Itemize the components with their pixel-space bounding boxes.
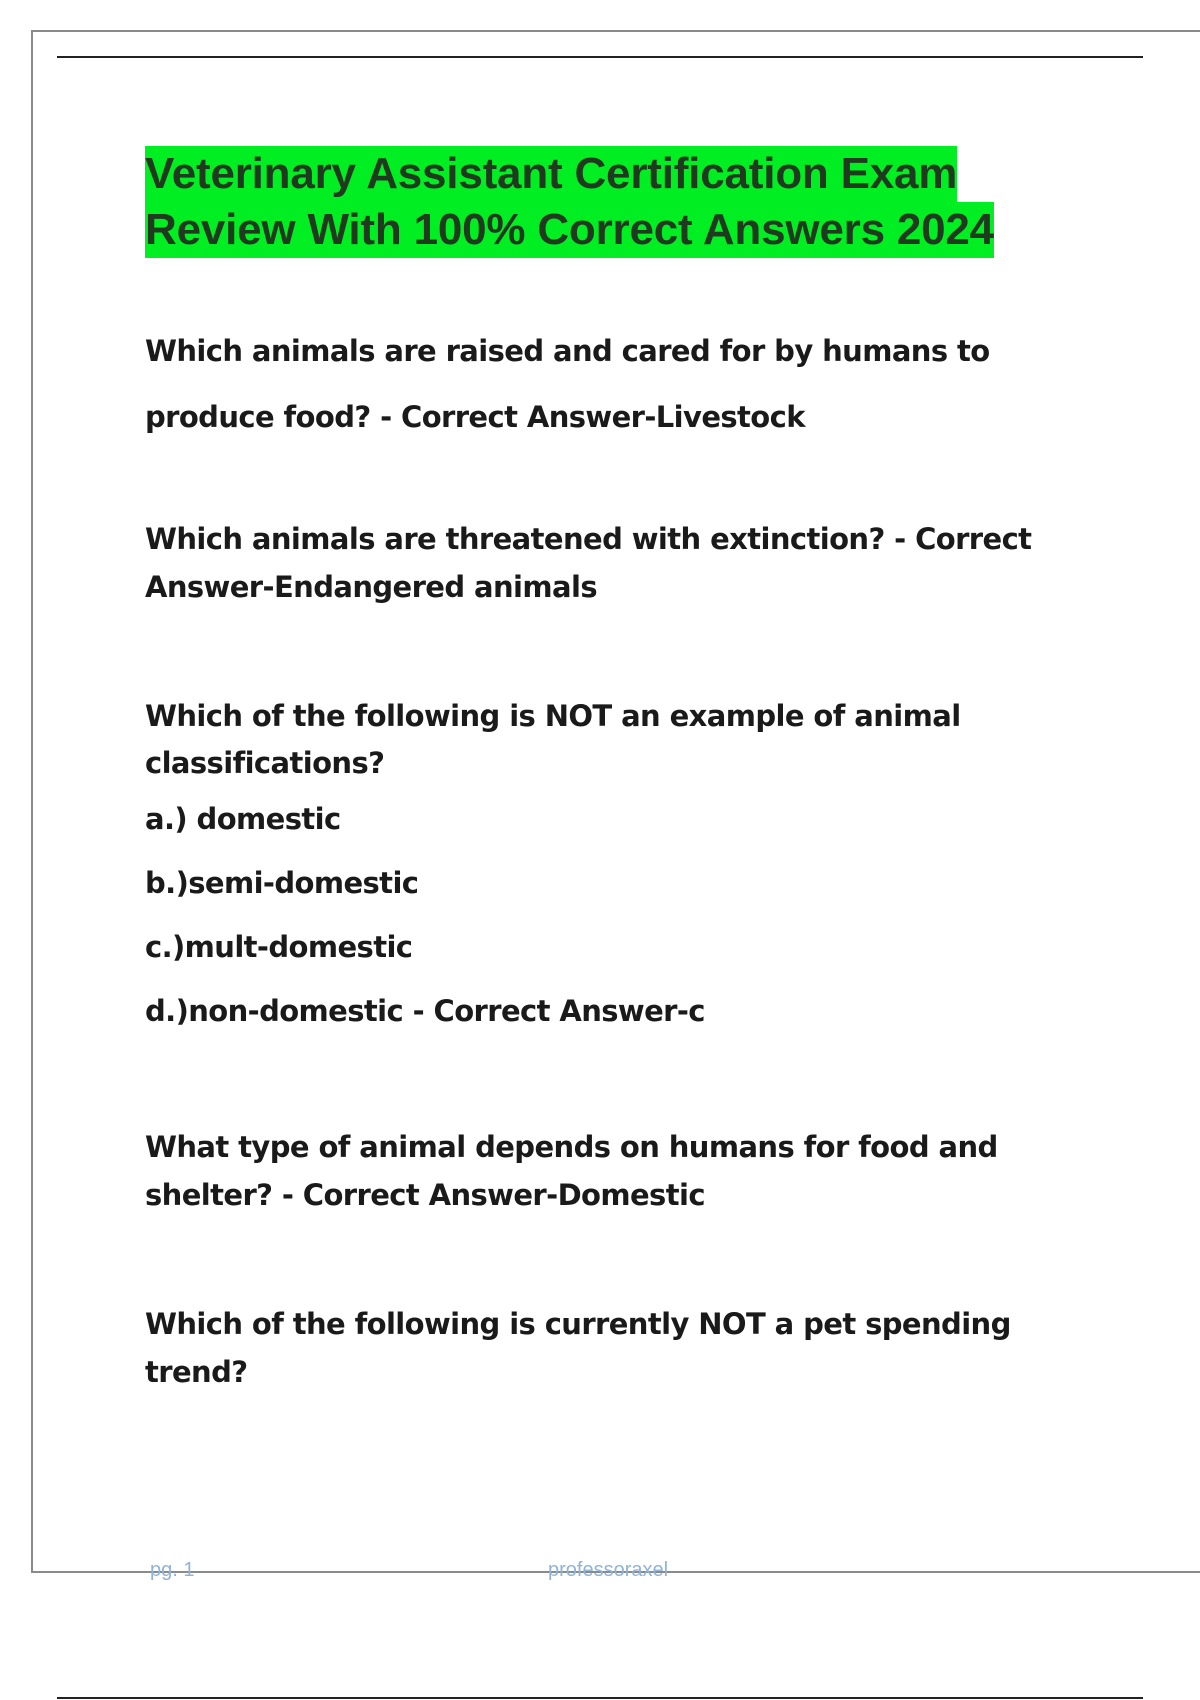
question-3 [145,693,1085,1043]
option-b: b.)semi-domestic [145,866,419,900]
question-text: Which animals are raised and cared for by humans to produce food? - Correct Answer-Livestock [145,334,990,434]
option-d: d.)non-domestic - Correct Answer-c [145,994,705,1028]
header-rule [57,56,1143,58]
footer-page-number: pg. 1 [150,1559,195,1581]
question-4 [145,1123,1085,1219]
question-2 [145,515,1085,611]
option-a: a.) domestic [145,802,341,836]
option-c: c.)mult-domestic [145,930,413,964]
question-text: Which of the following is NOT an example of animal classifications? [145,699,961,780]
question-text: What type of animal depends on humans for food and shelter? - Correct Answer-Domestic [145,1130,998,1212]
question-text: Which animals are threatened with extinction? - Correct Answer-Endangered animals [145,522,1032,604]
title-line-1: Veterinary Assistant Certification Exam [145,146,957,202]
question-text: Which of the following is currently NOT a pet spending trend? [145,1307,1011,1389]
question-5 [145,1300,1085,1396]
footer-author: professoraxel [548,1559,669,1581]
footer-rule [57,1697,1143,1699]
document-title [145,146,1090,258]
title-line-2: Review With 100% Correct Answers 2024 [145,202,994,258]
question-1 [145,318,1085,450]
